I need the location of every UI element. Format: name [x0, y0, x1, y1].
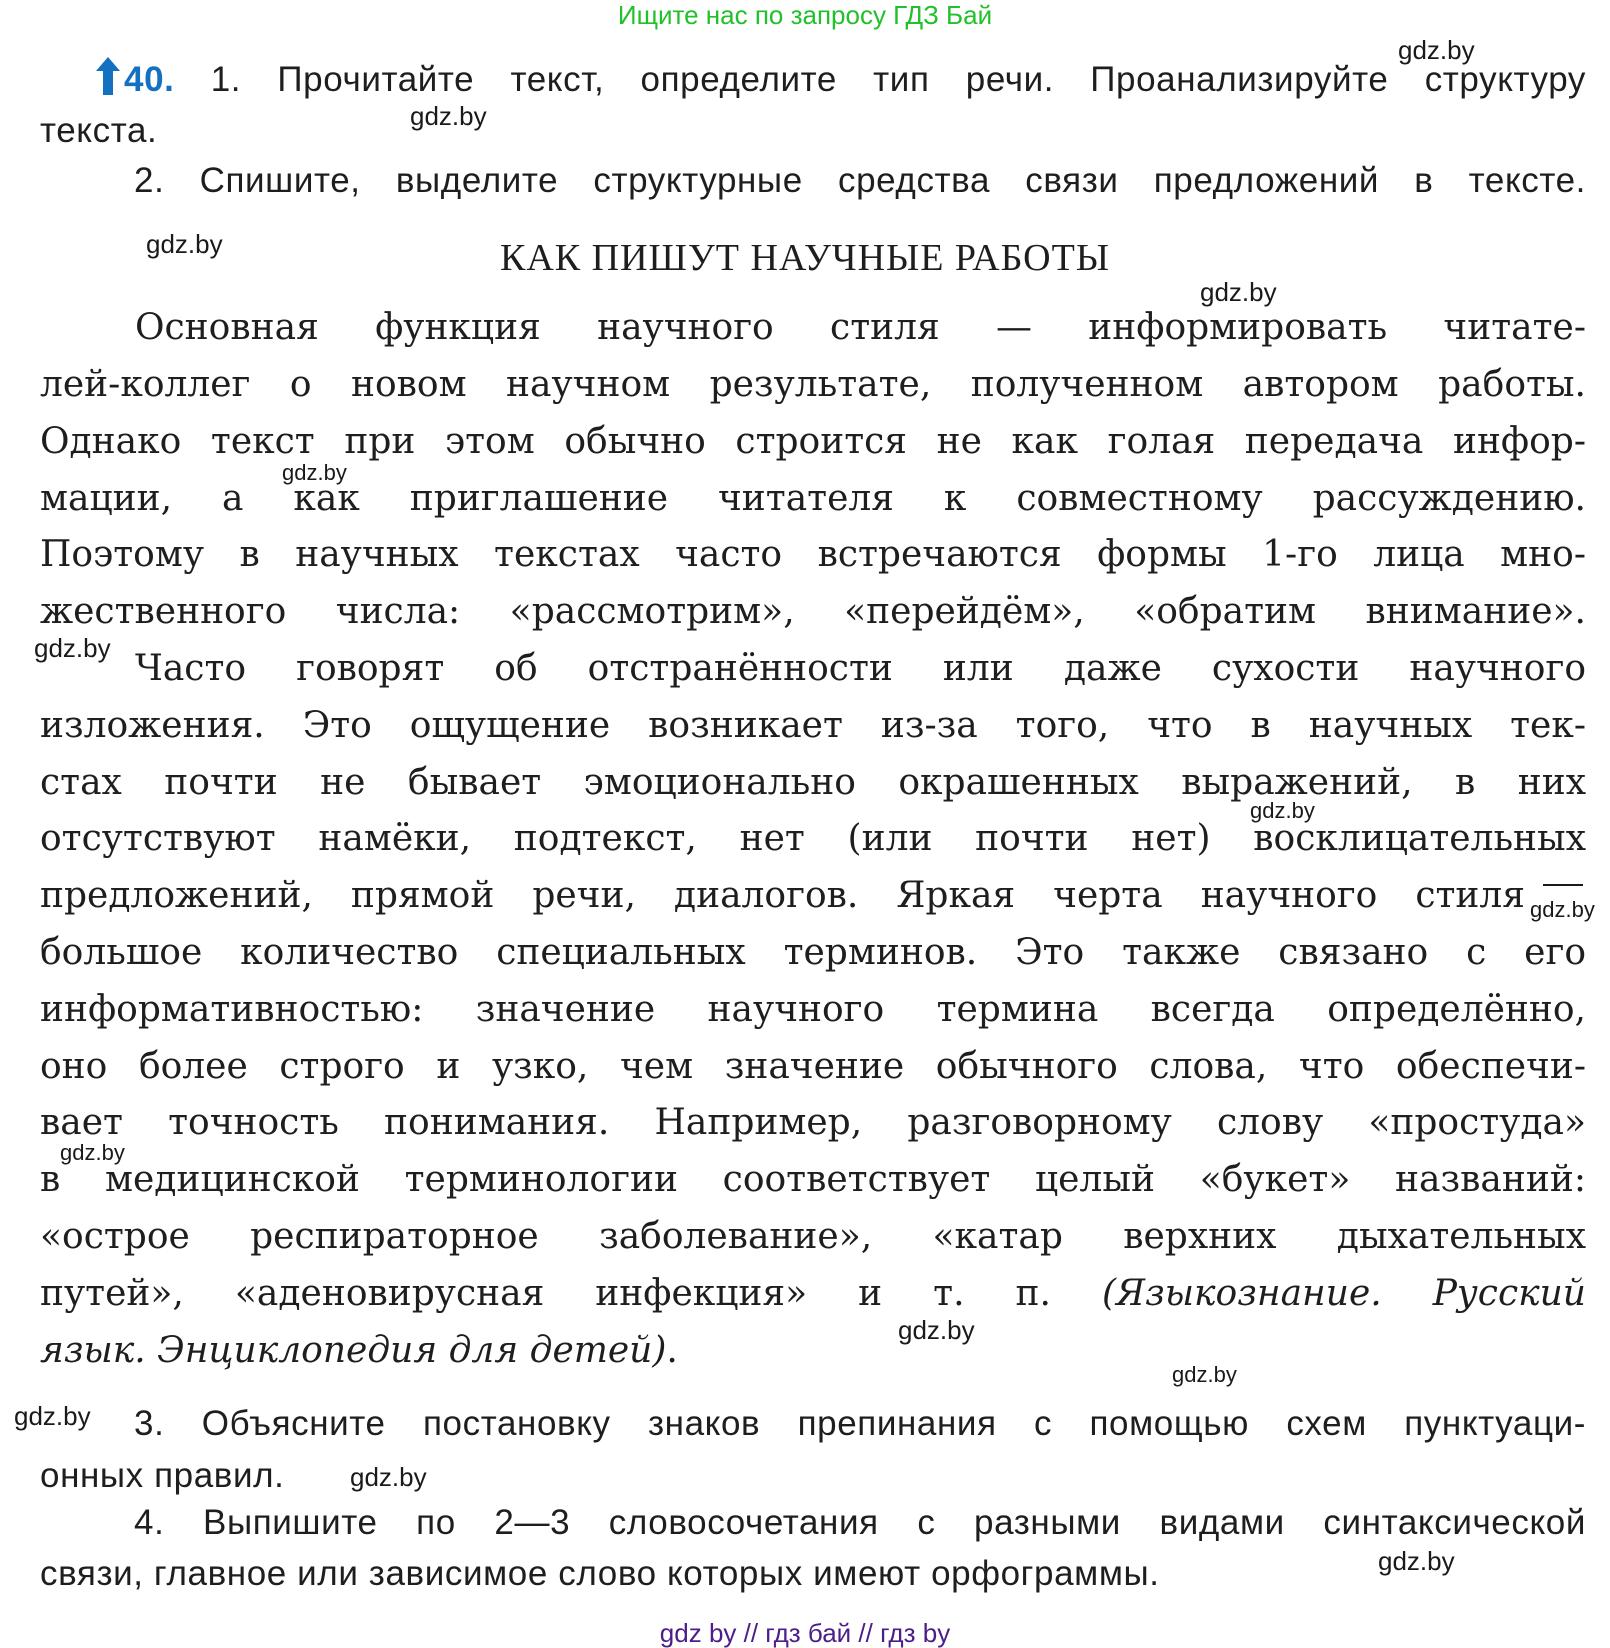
source-citation-part-1: (Языкознание. Русский: [1101, 1273, 1586, 1314]
top-banner: Ищите нас по запросу ГДЗ Бай: [617, 0, 993, 30]
footer-links: gdz by // гдз бай // гдз by: [659, 1618, 951, 1648]
source-end: .: [666, 1330, 678, 1371]
task-3-line-1: 3. Объясните постановку знаков препинания с помощью схем пунктуаци-: [134, 1404, 1586, 1443]
body-line: большое количество специальных терминов. Это также связано с его: [40, 932, 1586, 973]
watermark: gdz.by: [1172, 1362, 1237, 1387]
watermark: gdz.by: [146, 229, 223, 259]
body-line: лей-коллег о новом научном результате, полученном автором работы.: [40, 364, 1586, 405]
watermark: gdz.by: [350, 1462, 427, 1492]
watermark: gdz.by: [1200, 277, 1277, 307]
watermark: gdz.by: [1530, 897, 1595, 922]
body-line: информативностью: значение научного термина всегда определённо,: [40, 989, 1586, 1030]
watermark: gdz.by: [898, 1315, 975, 1345]
watermark: gdz.by: [34, 633, 111, 663]
body-line: путей», «аденовирусная инфекция» и т. п.: [40, 1273, 1051, 1314]
body-line: мации, а как приглашение читателя к совместному рассуждению.: [40, 478, 1586, 519]
body-line: изложения. Это ощущение возникает из-за того, что в научных тек-: [40, 705, 1586, 746]
task-4-line-1: 4. Выпишите по 2—3 словосочетания с разными видами синтаксической: [134, 1503, 1586, 1542]
task-4-line-2: связи, главное или зависимое слово которых имеют орфограммы.: [40, 1554, 1160, 1593]
body-line: оно более строго и узко, чем значение обычного слова, что обеспечи-: [40, 1046, 1586, 1087]
source-citation-line: [40, 1326, 1586, 1376]
body-line: Поэтому в научных текстах часто встречаются формы 1-го лица мно-: [40, 534, 1586, 575]
source-citation-part-2: язык. Энциклопедия для детей): [40, 1330, 667, 1371]
body-line: предложений, прямой речи, диалогов. Яркая черта научного стиля: [40, 875, 1525, 916]
watermark: gdz.by: [410, 101, 487, 131]
task-1-text: 1. Прочитайте текст, определите тип речи. Проанализируйте структуру: [210, 60, 1587, 99]
watermark: gdz.by: [1378, 1546, 1455, 1576]
em-dash-mark: [1543, 884, 1583, 886]
watermark: gdz.by: [1398, 35, 1475, 65]
task-2: 2. Спишите, выделите структурные средства связи предложений в тексте.: [134, 161, 1586, 200]
body-line: отсутствуют намёки, подтекст, нет (или почти нет) восклицательных: [40, 818, 1586, 859]
body-line: Основная функция научного стиля — информировать читате-: [135, 307, 1586, 348]
body-line: Однако текст при этом обычно строится не как голая передача инфор-: [40, 421, 1586, 462]
watermark: gdz.by: [14, 1401, 91, 1431]
up-arrow-icon: [96, 57, 120, 107]
body-line: вает точность понимания. Например, разговорному слову «простуда»: [40, 1102, 1586, 1143]
body-line: в медицинской терминологии соответствует целый «букет» названий:: [40, 1159, 1586, 1200]
body-line: стах почти не бывает эмоционально окрашенных выражений, в них: [40, 762, 1586, 803]
body-line: Часто говорят об отстранённости или даже сухости научного: [135, 648, 1586, 689]
watermark: gdz.by: [282, 460, 347, 485]
watermark: gdz.by: [1250, 798, 1315, 823]
task-3-line-2: онных правил.: [40, 1456, 285, 1495]
text-title: КАК ПИШУТ НАУЧНЫЕ РАБОТЫ: [500, 237, 1110, 279]
watermark: gdz.by: [60, 1140, 125, 1165]
task-1-line-1: [96, 57, 1586, 103]
task-1-line-2: текста.: [40, 111, 158, 150]
body-line-with-source: [40, 1269, 1586, 1319]
body-line: жественного числа: «рассмотрим», «перейдём», «обратим внимание».: [40, 591, 1586, 632]
body-line: «острое респираторное заболевание», «катар верхних дыхательных: [40, 1216, 1586, 1257]
exercise-number: 40.: [124, 60, 175, 99]
